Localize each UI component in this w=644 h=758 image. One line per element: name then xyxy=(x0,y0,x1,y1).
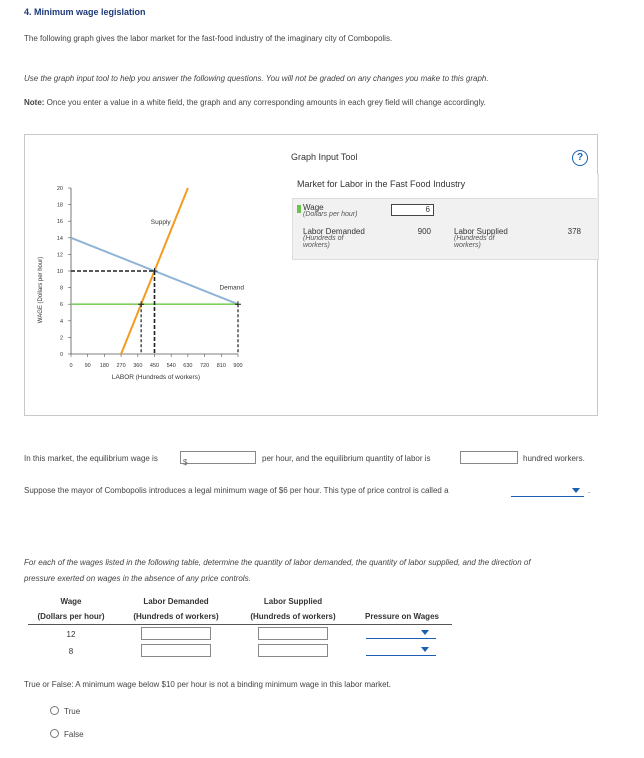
header-labor-demanded: Labor Demanded xyxy=(143,597,209,606)
y-axis-label: WAGE (Dollars per hour) xyxy=(38,256,44,324)
subheader-labor-supplied: (Hundreds of workers) xyxy=(250,612,336,621)
demand-label: Demand xyxy=(219,284,245,292)
row-1-demanded-input[interactable] xyxy=(141,627,211,640)
row-2-pressure-dropdown[interactable] xyxy=(366,643,436,656)
chevron-down-icon xyxy=(572,488,580,493)
y-tick-label: 12 xyxy=(56,252,63,259)
x-tick-label: 0 xyxy=(69,363,73,369)
table-row-wage-8: 8 xyxy=(68,647,74,656)
labor-demanded-label: Labor Demanded xyxy=(303,227,365,236)
chevron-down-icon xyxy=(421,647,429,652)
x-tick-label: 450 xyxy=(149,363,160,369)
x-tick-label: 360 xyxy=(133,363,143,369)
labor-demanded-value: 900 xyxy=(417,227,431,236)
eq-suffix: hundred workers. xyxy=(523,454,585,463)
header-labor-supplied: Labor Supplied xyxy=(263,597,323,606)
x-tick-label: 900 xyxy=(233,363,243,369)
labor-supplied-value: 378 xyxy=(567,227,581,236)
tool-title: Graph Input Tool xyxy=(291,152,358,162)
eq-prefix: In this market, the equilibrium wage is xyxy=(24,454,158,463)
x-tick-label: 720 xyxy=(200,363,210,369)
labor-market-chart[interactable] xyxy=(30,180,270,390)
wage-swatch-icon xyxy=(297,205,301,213)
mayor-text: Suppose the mayor of Combopolis introduces a legal minimum wage of $6 per hour. This type of price control is called a xyxy=(24,486,449,495)
y-tick-label: 4 xyxy=(59,318,63,325)
help-icon[interactable]: ? xyxy=(572,150,588,166)
header-wage: Wage xyxy=(60,597,82,606)
x-axis-label: LABOR (Hundreds of workers) xyxy=(111,374,201,381)
section-title: 4. Minimum wage legislation xyxy=(24,7,146,17)
supply-label: Supply xyxy=(150,219,171,227)
labor-demanded-unit-1: (Hundreds of xyxy=(303,235,344,242)
wage-input[interactable]: 6 xyxy=(391,204,434,216)
row-1-pressure-dropdown[interactable] xyxy=(366,626,436,639)
instruction-text: Use the graph input tool to help you answer the following questions. You will not be graded on any changes you make to this graph. xyxy=(24,74,489,83)
y-tick-label: 6 xyxy=(59,302,63,309)
subheader-labor-demanded: (Hundreds of workers) xyxy=(133,612,219,621)
radio-true-label: True xyxy=(64,707,81,716)
note-label: Note: xyxy=(24,98,45,107)
y-tick-label: 2 xyxy=(59,335,63,342)
wage-label: Wage xyxy=(303,203,324,212)
eq-middle: per hour, and the equilibrium quantity of labor is xyxy=(262,454,431,463)
marker-point xyxy=(138,301,144,307)
labor-demanded-unit-2: workers) xyxy=(303,242,330,249)
tool-subtitle: Market for Labor in the Fast Food Industry xyxy=(297,179,466,189)
y-tick-label: 14 xyxy=(56,235,63,242)
note-body: Once you enter a value in a white field, the graph and any corresponding amounts in each grey field will change accordingly. xyxy=(44,98,486,107)
x-tick-label: 810 xyxy=(216,363,226,369)
note-text xyxy=(24,98,486,107)
table-divider xyxy=(28,624,452,625)
x-tick-label: 270 xyxy=(116,363,126,369)
equilibrium-quantity-input[interactable] xyxy=(460,451,518,464)
table-row-wage-12: 12 xyxy=(66,630,76,639)
table-intro-line-1: For each of the wages listed in the following table, determine the quantity of labor demanded, the quantity of labor supplied, and the direction of xyxy=(24,558,531,567)
equilibrium-point xyxy=(152,268,158,274)
y-tick-label: 18 xyxy=(56,202,63,209)
y-tick-label: 0 xyxy=(59,352,63,358)
radio-true[interactable] xyxy=(50,706,59,715)
y-tick-label: 10 xyxy=(56,269,63,275)
x-tick-label: 630 xyxy=(183,363,193,369)
price-control-dropdown[interactable] xyxy=(511,484,584,497)
x-tick-label: 540 xyxy=(166,363,176,369)
row-2-supplied-input[interactable] xyxy=(258,644,328,657)
mayor-end: . xyxy=(588,486,591,495)
row-1-supplied-input[interactable] xyxy=(258,627,328,640)
marker-point xyxy=(235,301,241,307)
row-2-demanded-input[interactable] xyxy=(141,644,211,657)
intro-text: The following graph gives the labor market for the fast-food industry of the imaginary city of Combopolis. xyxy=(24,34,393,43)
header-pressure: Pressure on Wages xyxy=(365,612,439,621)
x-tick-label: 90 xyxy=(84,363,91,369)
equilibrium-wage-input[interactable] xyxy=(180,451,256,467)
y-tick-label: 8 xyxy=(59,285,63,292)
radio-false[interactable] xyxy=(50,729,59,738)
radio-false-label: False xyxy=(64,730,84,739)
wage-unit: (Dollars per hour) xyxy=(303,211,358,218)
y-tick-label: 20 xyxy=(56,186,63,192)
labor-supplied-label: Labor Supplied xyxy=(454,227,508,236)
x-tick-label: 180 xyxy=(99,363,109,369)
chevron-down-icon xyxy=(421,630,429,635)
tf-question: True or False: A minimum wage below $10 per hour is not a binding minimum wage in this labor market. xyxy=(24,680,391,689)
dollar-sign: $ xyxy=(183,458,188,467)
labor-supplied-unit-2: workers) xyxy=(454,242,481,249)
subheader-wage: (Dollars per hour) xyxy=(37,612,105,621)
table-intro-line-2: pressure exerted on wages in the absence of any price controls. xyxy=(24,574,251,583)
labor-supplied-unit-1: (Hundreds of xyxy=(454,235,495,242)
y-tick-label: 16 xyxy=(56,219,63,226)
